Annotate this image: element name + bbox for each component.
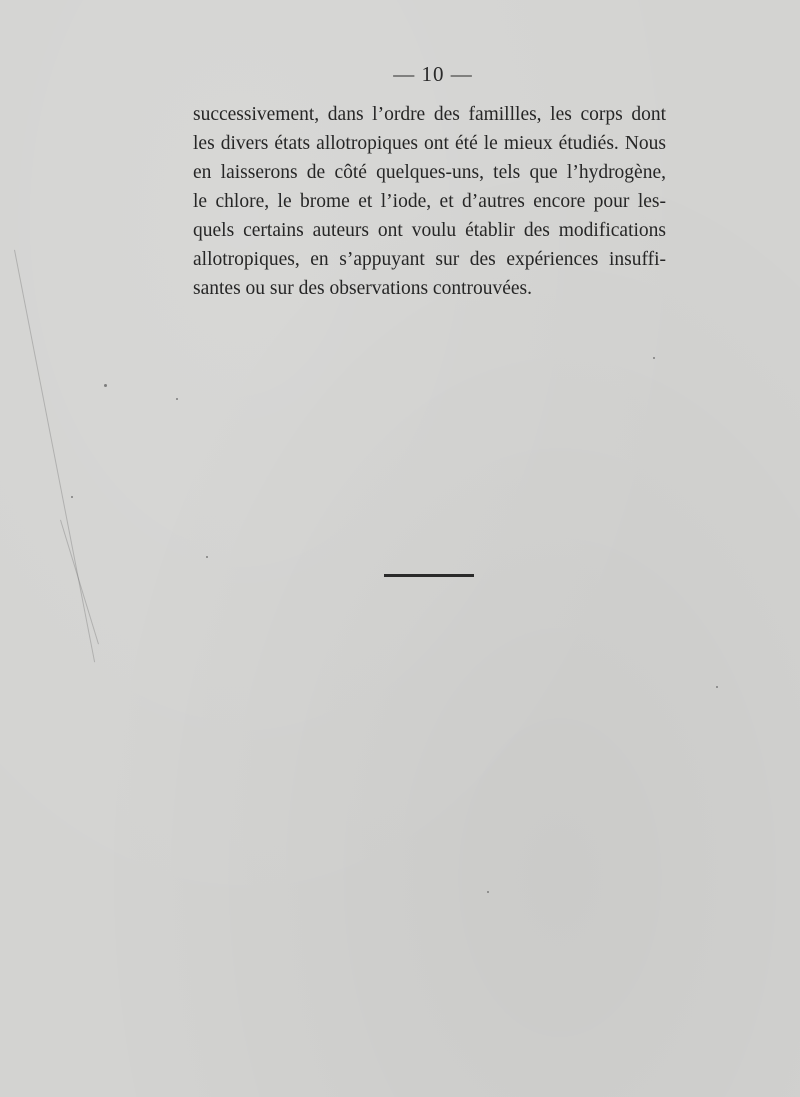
paper-speck [716, 686, 718, 688]
paragraph [193, 100, 666, 303]
text-line: allotropiques, en s’appuyant sur des expériences insuffi- [193, 249, 666, 270]
text-line: le chlore, le brome et l’iode, et d’autres encore pour les- [193, 191, 666, 212]
section-end-rule [384, 574, 474, 577]
paper-speck [206, 556, 208, 558]
text-line: les divers états allotropiques ont été le mieux étudiés. Nous [193, 133, 666, 154]
text-line: santes ou sur des observations controuvées. [193, 278, 533, 299]
paper-crease [60, 520, 99, 645]
page-number: — 10 — [393, 62, 473, 86]
paper-crease [14, 250, 95, 662]
paper-speck [71, 496, 73, 498]
paper-speck [176, 398, 178, 400]
paper-speck [653, 357, 655, 359]
paper-speck [487, 891, 489, 893]
paper-speck [104, 384, 107, 387]
text-line: successivement, dans l’ordre des famillles, les corps dont [193, 104, 666, 125]
text-line: en laisserons de côté quelques-uns, tels que l’hydrogène, [193, 162, 666, 183]
text-line: quels certains auteurs ont voulu établir des modifications [193, 220, 666, 241]
